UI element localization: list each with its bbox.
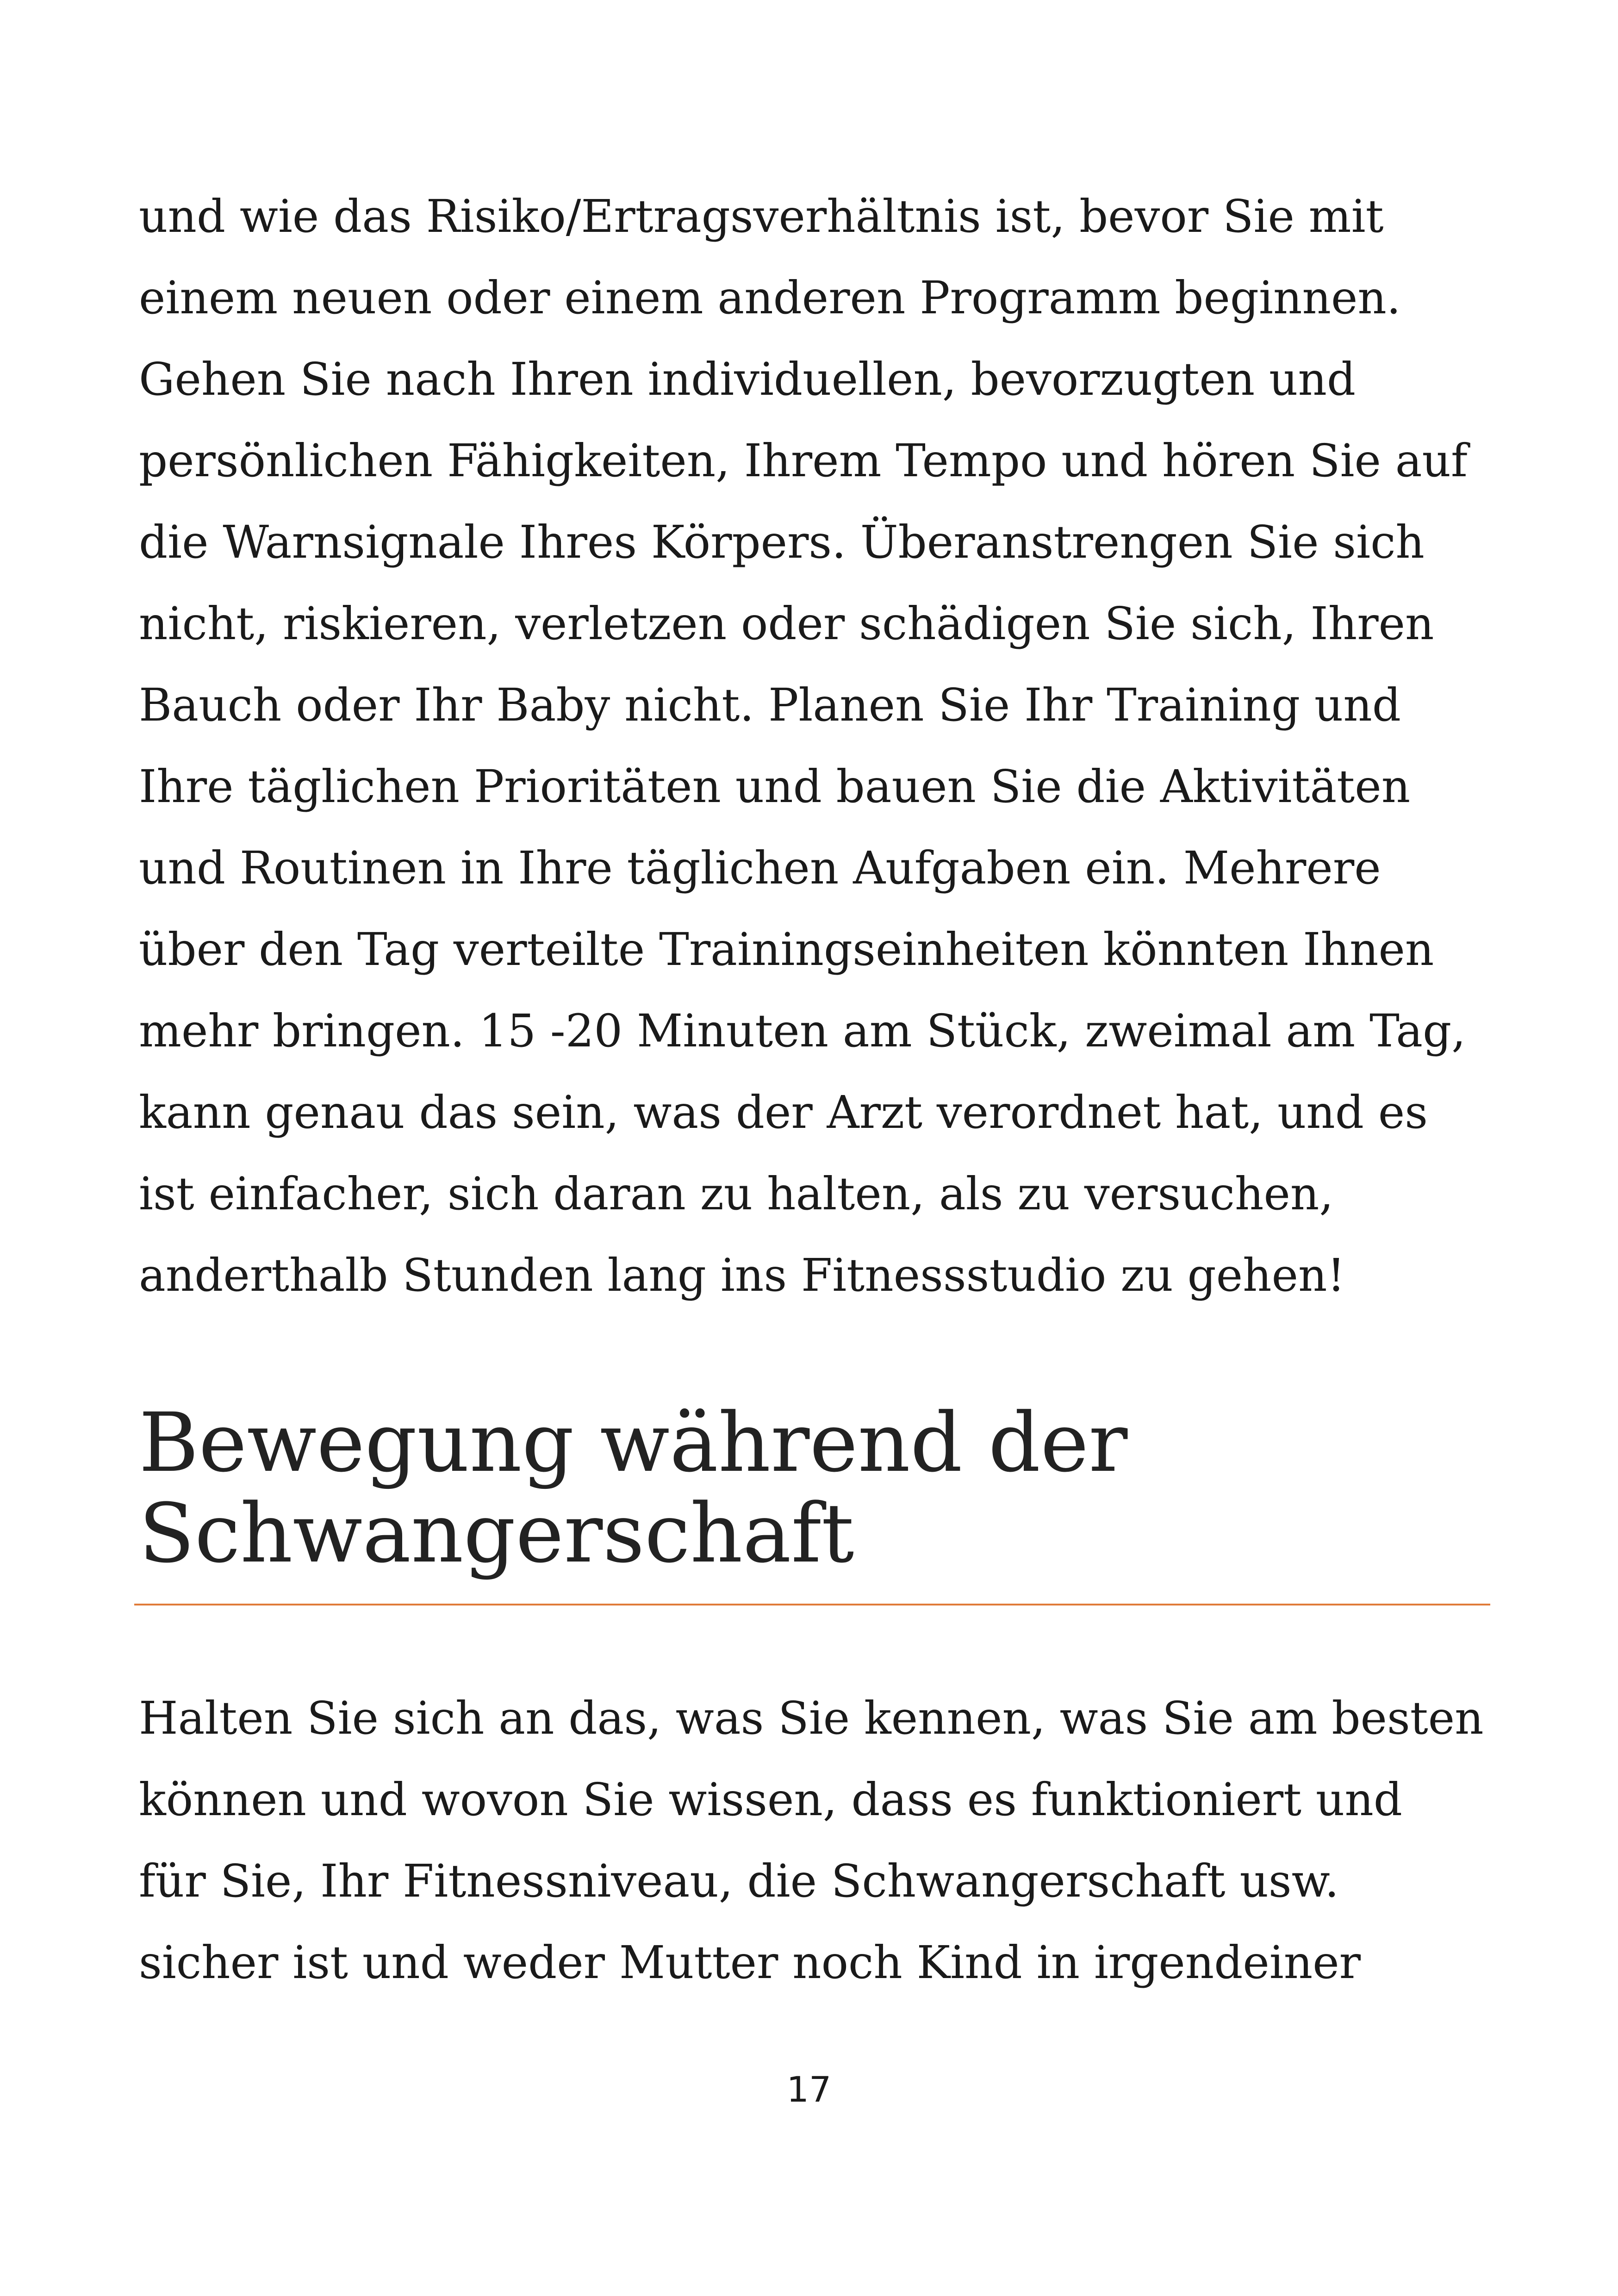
text-line: kann genau das sein, was der Arzt verordnet hat, und es [139,1086,1428,1139]
heading-line: Bewegung während der [139,1395,1128,1490]
text-line: Halten Sie sich an das, was Sie kennen, was Sie am besten [139,1692,1484,1744]
text-line: Bauch oder Ihr Baby nicht. Planen Sie Ihr Training und [139,679,1401,731]
section-heading [139,1395,1509,1581]
page-number: 17 [786,2069,832,2110]
heading-line: Schwangerschaft [139,1486,854,1581]
heading-underline-divider [134,1604,1490,1605]
text-line: einem neuen oder einem anderen Programm beginnen. [139,272,1401,324]
text-line: und Routinen in Ihre täglichen Aufgaben ein. Mehrere [139,842,1381,894]
text-line: über den Tag verteilte Trainingseinheiten könnten Ihnen [139,923,1434,976]
text-line: mehr bringen. 15 -20 Minuten am Stück, zweimal am Tag, [139,1005,1466,1057]
text-line: nicht, riskieren, verletzen oder schädigen Sie sich, Ihren [139,597,1434,650]
text-line: können und wovon Sie wissen, dass es funktioniert und [139,1773,1402,1826]
text-line: für Sie, Ihr Fitnessniveau, die Schwangerschaft usw. [139,1855,1339,1907]
text-line: die Warnsignale Ihres Körpers. Überanstrengen Sie sich [139,516,1425,568]
body-paragraph-top [139,176,1500,1316]
text-line: Gehen Sie nach Ihren individuellen, bevorzugten und [139,353,1356,405]
body-paragraph-bottom [139,1678,1500,2004]
text-line: anderthalb Stunden lang ins Fitnessstudio zu gehen! [139,1249,1345,1301]
text-line: Ihre täglichen Prioritäten und bauen Sie die Aktivitäten [139,760,1411,813]
text-line: und wie das Risiko/Ertragsverhältnis ist, bevor Sie mit [139,190,1384,243]
text-line: persönlichen Fähigkeiten, Ihrem Tempo und hören Sie auf [139,435,1468,487]
text-line: sicher ist und weder Mutter noch Kind in irgendeiner [139,1936,1361,1989]
text-line: ist einfacher, sich daran zu halten, als zu versuchen, [139,1168,1334,1220]
